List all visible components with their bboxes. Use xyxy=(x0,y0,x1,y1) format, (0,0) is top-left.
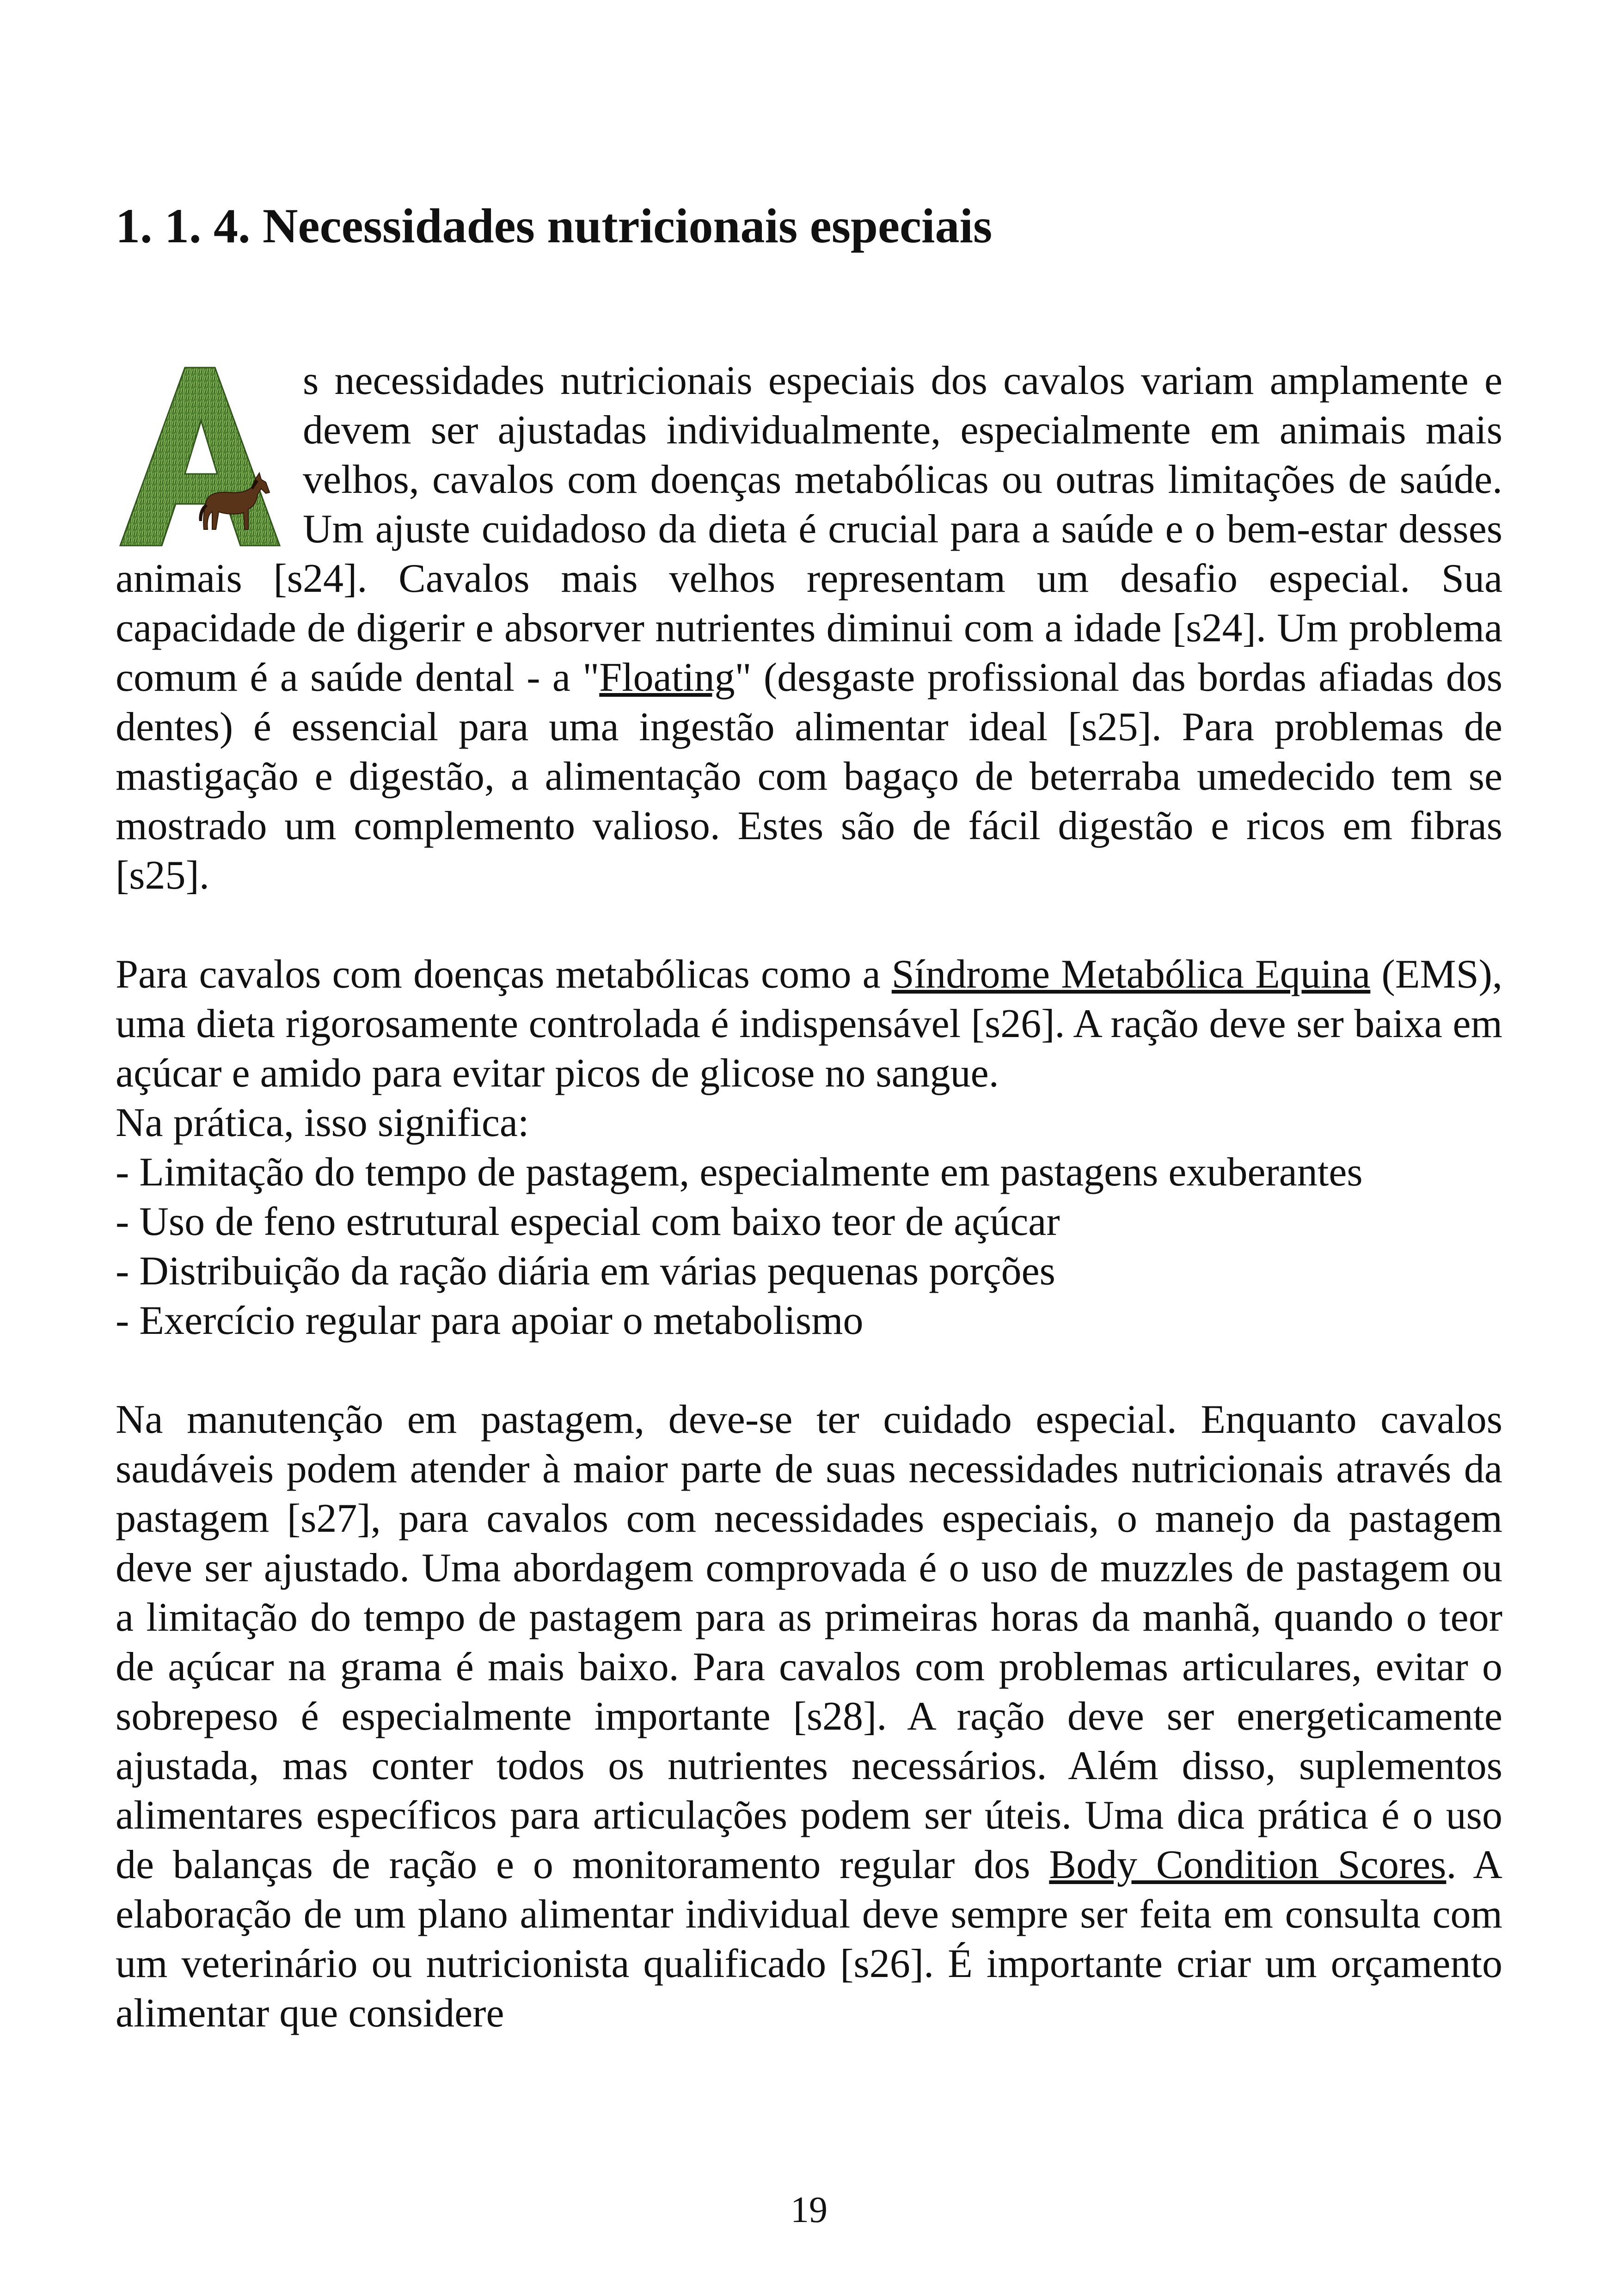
ems-link[interactable]: Síndrome Metabólica Equina xyxy=(891,952,1371,997)
paragraph-2: Para cavalos com doenças metabólicas como a Síndrome Metabólica Equina (EMS), uma dieta rigorosamente controlada é indispensável [s26]. A ração deve ser baixa em açúcar e amido para evitar picos de glicose no sangue. xyxy=(116,952,1502,1096)
body-text xyxy=(116,356,1502,2038)
list-item: - Exercício regular para apoiar o metabolismo xyxy=(116,1298,864,1343)
list-intro: Na prática, isso significa: xyxy=(116,1100,529,1145)
grass-letter-with-horse-icon xyxy=(116,361,284,550)
list-item: - Limitação do tempo de pastagem, especialmente em pastagens exuberantes xyxy=(116,1150,1363,1195)
section-heading: 1. 1. 4. Necessidades nutricionais especiais xyxy=(116,199,993,253)
body-condition-scores-link[interactable]: Body Condition Scores xyxy=(1049,1842,1446,1887)
floating-link[interactable]: Floating xyxy=(599,655,735,700)
list-item: - Distribuição da ração diária em várias pequenas porções xyxy=(116,1249,1055,1294)
paragraph-3: Na manutenção em pastagem, deve-se ter cuidado especial. Enquanto cavalos saudáveis podem atender à maior parte de suas necessidades nutricionais através da pastagem [s27], para cavalos com necessidades especiais, o manejo da pastagem deve ser ajustado. Uma abordagem comprovada é o uso de muzzles de pastagem ou a limitação do tempo de pastagem para as primeiras horas da manhã, quando o teor de açúcar na grama é mais baixo. Para cavalos com problemas articulares, evitar o sobrepeso é especialmente importante [s28]. A ração deve ser energeticamente ajustada, mas conter todos os nutrientes necessários. Além disso, suplementos alimentares específicos para articulações podem ser úteis. Uma dica prática é o uso de balanças de ração e o monitoramento regular dos Body Condition Scores. A elaboração de um plano alimentar individual deve sempre ser feita em consulta com um veterinário ou nutricionista qualificado [s26]. É importante criar um orçamento alimentar que considere xyxy=(116,1397,1502,2036)
page-number: 19 xyxy=(791,2190,827,2230)
paragraph-1: s necessidades nutricionais especiais dos cavalos variam amplamente e devem ser ajustadas individualmente, especialmente em animais mais velhos, cavalos com doenças metabólicas ou outras limitações de saúde. Um ajuste cuidadoso da dieta é crucial para a saúde e o bem-estar desses animais [s24]. Cavalos mais velhos representam um desafio especial. Sua capacidade de digerir e absorver nutrientes diminui com a idade [s24]. Um problema comum é a saúde dental - a "Floating" (desgaste profissional das bordas afiadas dos dentes) é essencial para uma ingestão alimentar ideal [s25]. Para problemas de mastigação e digestão, a alimentação com bagaço de beterraba umedecido tem se mostrado um complemento valioso. Estes são de fácil digestão e ricos em fibras [s25]. xyxy=(116,358,1502,898)
list-item: - Uso de feno estrutural especial com baixo teor de açúcar xyxy=(116,1199,1060,1244)
practice-list xyxy=(116,1098,1502,1345)
